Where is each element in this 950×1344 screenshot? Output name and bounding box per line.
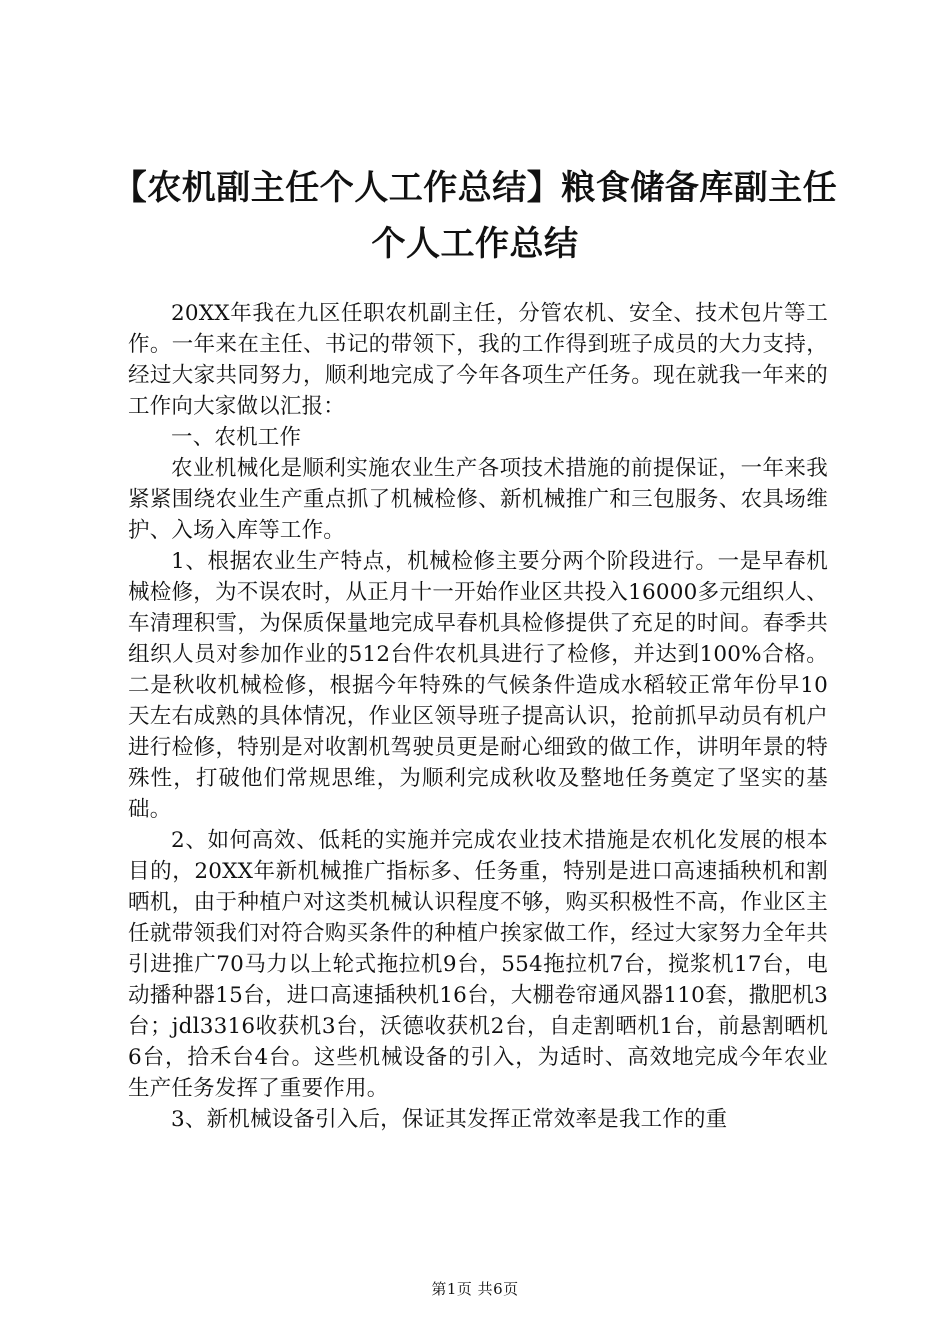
paragraph-item-2: 2、如何高效、低耗的实施并完成农业技术措施是农机化发展的根本目的，20XX年新机械推广指标多、任务重，特别是进口高速插秧机和割晒机，由于种植户对这类机械认识程度不够，购买积极性不高，作业区主任就带领我们对符合购买条件的种植户挨家做工作，经过大家努力全年共引进推广70马力以上轮式拖拉机9台，554拖拉机7台，搅浆机17台，电动播种器15台，进口高速插秧机16台，大棚卷帘通风器110套，撒肥机3台；jdl3316收获机3台，沃德收获机2台，自走割晒机1台，前悬割晒机6台，拾禾台4台。这些机械设备的引入，为适时、高效地完成今年农业生产任务发挥了重要作用。: [128, 828, 828, 1101]
paragraph-intro: 20XX年我在九区任职农机副主任，分管农机、安全、技术包片等工作。一年来在主任、书记的带领下，我的工作得到班子成员的大力支持，经过大家共同努力，顺利地完成了今年各项生产任务。现在就我一年来的工作向大家做以汇报：: [128, 301, 828, 419]
paragraph-item-1: 1、根据农业生产特点，机械检修主要分两个阶段进行。一是早春机械检修，为不误农时，从正月十一开始作业区共投入16000多元组织人、车清理积雪，为保质保量地完成早春机具检修提供了充足的时间。春季共组织人员对参加作业的512台件农机具进行了检修，并达到100%合格。二是秋收机械检修，根据今年特殊的气候条件造成水稻较正常年份早10天左右成熟的具体情况，作业区领导班子提高认识，抢前抓早动员有机户进行检修，特别是对收割机驾驶员更是耐心细致的做工作，讲明年景的特殊性，打破他们常规思维，为顺利完成秋收及整地任务奠定了坚实的基础。: [128, 549, 828, 822]
document-title: 【农机副主任个人工作总结】粮食储备库副主任个人工作总结: [112, 168, 838, 264]
page-footer: 第1页 共6页: [431, 1280, 519, 1298]
paragraph-item-3: 3、新机械设备引入后，保证其发挥正常效率是我工作的重: [171, 1107, 728, 1132]
document-body: [128, 298, 828, 1135]
section-heading-farm-machinery: 一、农机工作: [171, 425, 302, 450]
paragraph-mechanization: 农业机械化是顺利实施农业生产各项技术措施的前提保证，一年来我紧紧围绕农业生产重点抓了机械检修、新机械推广和三包服务、农具场维护、入场入库等工作。: [128, 456, 828, 543]
